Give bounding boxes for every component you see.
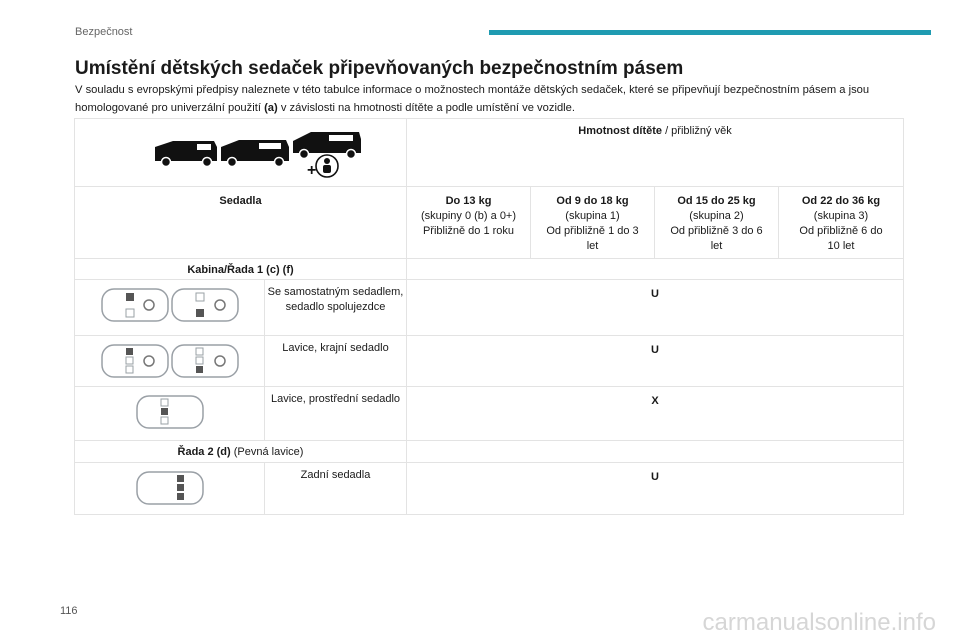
seats-label-cell — [75, 187, 407, 259]
group-line: (skupina 2) — [689, 210, 744, 222]
accent-bar — [489, 30, 931, 35]
group-line: Od přibližně 6 do 10 let — [799, 225, 883, 252]
seat-value: U — [651, 344, 659, 356]
section-2-rest: (Pevná lavice) — [230, 446, 304, 458]
vehicle-icons-cell — [75, 119, 407, 187]
intro-ref: (a) — [264, 102, 278, 114]
watermark: carmanualsonline.info — [702, 609, 936, 636]
page-title: Umístění dětských sedaček připevňovaných bezpečnostním pásem — [75, 58, 684, 79]
front-passenger-seat-icon — [100, 284, 240, 326]
group-title: Do 13 kg — [445, 195, 492, 207]
seat-diagram-cell — [75, 463, 265, 515]
van-short-icon — [155, 141, 217, 167]
van-medium-icon — [221, 140, 289, 167]
child-seat-table — [74, 118, 904, 515]
child-seat-plus-icon — [307, 155, 338, 179]
weight-header-cell — [407, 119, 904, 187]
section-2-bold: Řada 2 (d) — [177, 446, 231, 458]
group-line: (skupiny 0 (b) a 0+) — [420, 210, 517, 222]
group-line: (skupina 3) — [813, 210, 869, 222]
intro-text-before: V souladu s evropskými předpisy naleznete v této tabulce informace o možnostech montáže dětských sedaček, které se připevňují bezpečnostním pásem a jsou homologované pro univerzální použití — [75, 84, 870, 114]
group-line: Od přibližně 1 do 3 let — [546, 225, 639, 252]
seat-label-cell — [265, 463, 407, 515]
seat-diagram-cell — [75, 280, 265, 336]
weight-header-bold: Hmotnost dítěte — [578, 125, 663, 137]
front-bench-outer-seat-icon — [100, 340, 240, 382]
seat-label-cell — [265, 387, 407, 441]
svg-text:+: + — [306, 162, 316, 179]
seat-label-cell — [265, 280, 407, 336]
seats-label: Sedadla — [219, 195, 262, 207]
section-row-1 — [75, 259, 407, 280]
group-cell-0 — [407, 187, 531, 259]
seat-value: U — [651, 288, 659, 300]
intro-text-after: v závislosti na hmotnosti dítěte a podle umístění ve vozidle. — [277, 102, 575, 114]
seat-diagram-cell — [75, 387, 265, 441]
seat-diagram-cell — [75, 336, 265, 387]
seat-label: Lavice, prostřední sedadlo — [270, 393, 401, 405]
group-line: Od přibližně 3 do 6 let — [670, 225, 763, 252]
section-row-1-empty — [407, 259, 904, 280]
group-line: (skupina 1) — [565, 210, 620, 222]
section-row-2 — [75, 441, 407, 463]
seat-value-cell — [407, 463, 904, 515]
page-number: 116 — [60, 605, 78, 617]
group-line: Přibližně do 1 roku — [422, 225, 515, 237]
seat-value-cell — [407, 280, 904, 336]
group-title: Od 15 do 25 kg — [677, 195, 756, 207]
seat-label: Lavice, krajní sedadlo — [282, 342, 389, 354]
rear-bench-seats-icon — [135, 467, 205, 509]
seat-value: U — [651, 471, 659, 483]
group-title: Od 9 do 18 kg — [556, 195, 629, 207]
section-label: Bezpečnost — [75, 26, 133, 38]
group-cell-3 — [779, 187, 904, 259]
group-cell-2 — [655, 187, 779, 259]
group-title: Od 22 do 36 kg — [801, 195, 881, 207]
seat-label: Se samostatným sedadlem, sedadlo spolujezdce — [267, 286, 404, 313]
seat-value: X — [651, 395, 659, 407]
front-bench-middle-seat-icon — [135, 391, 205, 433]
group-cell-1 — [531, 187, 655, 259]
seat-label: Zadní sedadla — [300, 469, 371, 481]
seat-value-cell — [407, 387, 904, 441]
intro-paragraph — [75, 81, 915, 117]
vehicle-icons — [121, 119, 361, 181]
section-1-title: Kabina/Řada 1 (c) (f) — [187, 264, 294, 276]
section-row-2-empty — [407, 441, 904, 463]
seat-label-cell — [265, 336, 407, 387]
weight-header-rest: / přibližný věk — [662, 125, 732, 137]
seat-value-cell — [407, 336, 904, 387]
